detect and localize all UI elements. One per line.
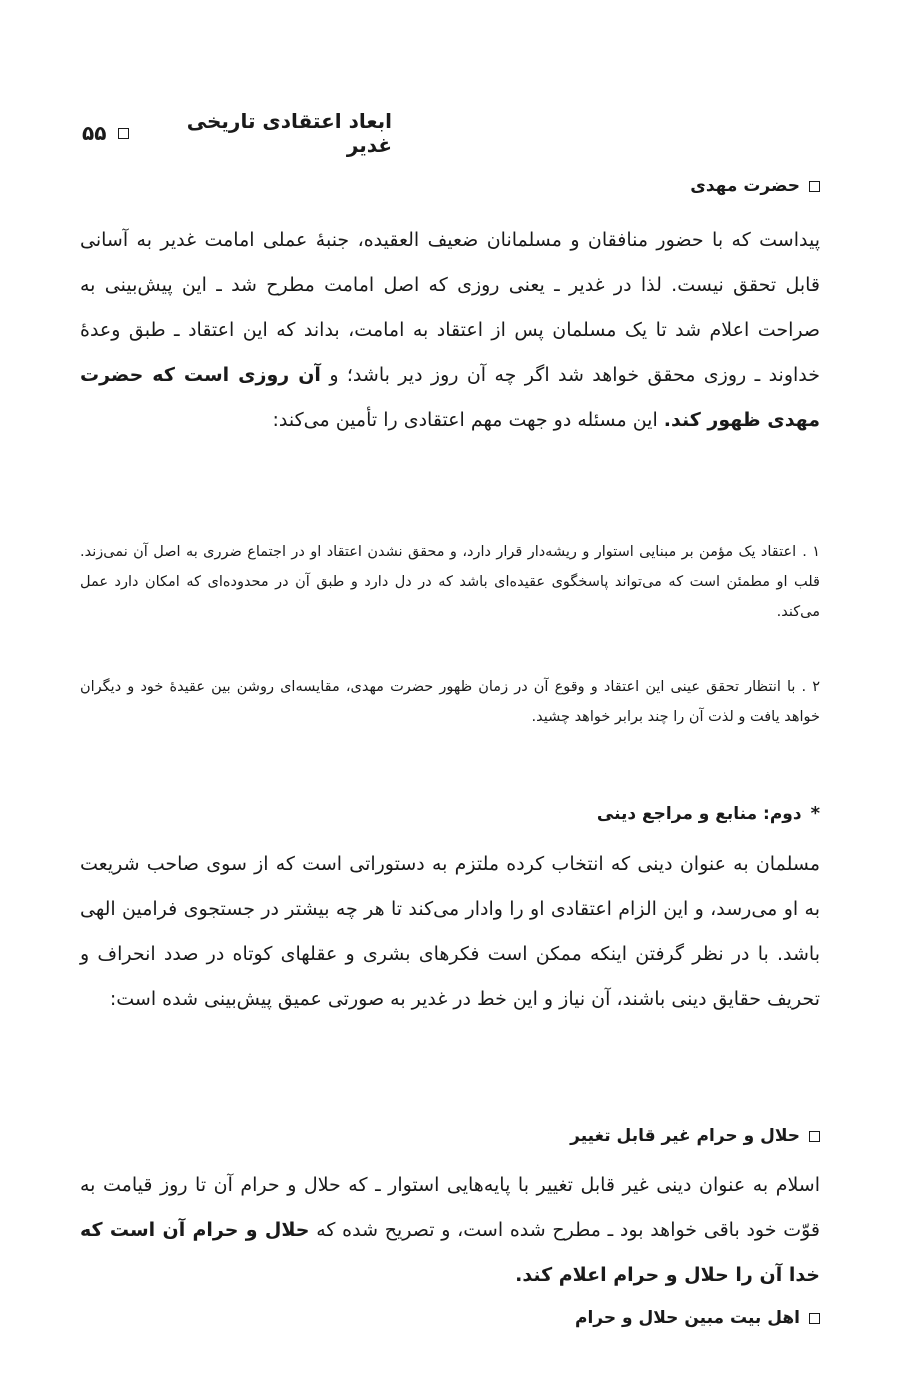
footnote-1 <box>80 537 820 627</box>
square-bullet-icon <box>809 1313 820 1324</box>
paragraph-bold-text: حلال و حرام آن است که خدا آن را حلال و حرام اعلام کند. <box>80 1219 820 1286</box>
paragraph-text: اسلام به عنوان دینی غیر قابل تغییر با پایه‌هایی استوار ـ که حلال و حرام آن تا روز قیامت به قوّت خود باقی خواهد بود ـ مطرح شده است، و تصریح شده که <box>80 1174 820 1241</box>
heading-text: اهل بیت مبین حلال و حرام <box>575 1308 800 1328</box>
page-number: ۵۵ <box>82 121 107 145</box>
footnote-text: با انتظار تحقق عینی این اعتقاد و وقوع آن در زمان ظهور حضرت مهدی، مقایسه‌ای روشن بین عقیدهٔ خود و دیگران خواهد یافت و لذت آن را چند برابر خواهد چشید. <box>80 679 820 725</box>
paragraph-text: این مسئله دو جهت مهم اعتقادی را تأمین می‌کند: <box>272 409 664 431</box>
running-head <box>82 109 392 157</box>
asterisk-icon: * <box>810 803 820 824</box>
paragraph-text: مسلمان به عنوان دینی که انتخاب کرده ملتزم به دستوراتی است که از سوی صاحب شریعت به او می‌رسد، و این الزام اعتقادی او را وادار می‌کند تا هر چه بیشتر در جستجوی فرامین الهی باشد. با در نظر گرفتن اینکه ممکن است فکرهای بشری و عقلهای کوتاه در صدد انحراف و تحریف حقایق دینی باشند، آن نیاز و این خط در غدیر به صورتی عمیق پیش‌بینی شده است: <box>80 853 820 1010</box>
heading-text: دوم: منابع و مراجع دینی <box>596 803 802 824</box>
square-bullet-icon <box>118 128 129 139</box>
footnote-number: ۱ . <box>802 544 821 560</box>
paragraph-bold-text: آن روزی است که حضرت مهدی ظهور کند. <box>80 364 820 431</box>
footnote-text: اعتقاد یک مؤمن بر مبنایی استوار و ریشه‌دار قرار دارد، و محقق نشدن اعتقاد او در اجتماع ضرری به اصل آن نمی‌زند. قلب او مطمئن است که می‌تواند پاسخگوی عقیده‌ای باشد که در دل دارد و طبق آن در محدوده‌ای که امکان دارد عمل می‌کند. <box>80 544 820 620</box>
section-heading-mahdi <box>690 176 820 196</box>
paragraph-sources <box>80 842 820 1022</box>
square-bullet-icon <box>809 181 820 192</box>
footnote-2 <box>80 672 820 732</box>
running-head-title: ابعاد اعتقادی تاریخی غدیر <box>186 109 392 157</box>
square-bullet-icon <box>809 1131 820 1142</box>
paragraph-mahdi <box>80 218 820 443</box>
section-heading-ahl-bayt <box>575 1308 820 1328</box>
footnote-number: ۲ . <box>801 679 821 695</box>
heading-text: حلال و حرام غیر قابل تغییر <box>570 1126 800 1146</box>
heading-text: حضرت مهدی <box>690 176 800 196</box>
section-heading-sources <box>597 803 820 824</box>
paragraph-halal-haram <box>80 1163 820 1298</box>
paragraph-text: پیداست که با حضور منافقان و مسلمانان ضعیف العقیده، جنبهٔ عملی امامت غدیر به آسانی قابل تحقق نیست. لذا در غدیر ـ یعنی روزی که اصل امامت مطرح شد ـ این پیش‌بینی به صراحت اعلام شد تا یک مسلمان پس از اعتقاد به امامت، بداند که این اعتقاد ـ طبق وعدهٔ خداوند ـ روزی محقق خواهد شد اگر چه آن روز دیر باشد؛ و <box>80 229 820 386</box>
section-heading-halal-haram <box>570 1126 820 1146</box>
